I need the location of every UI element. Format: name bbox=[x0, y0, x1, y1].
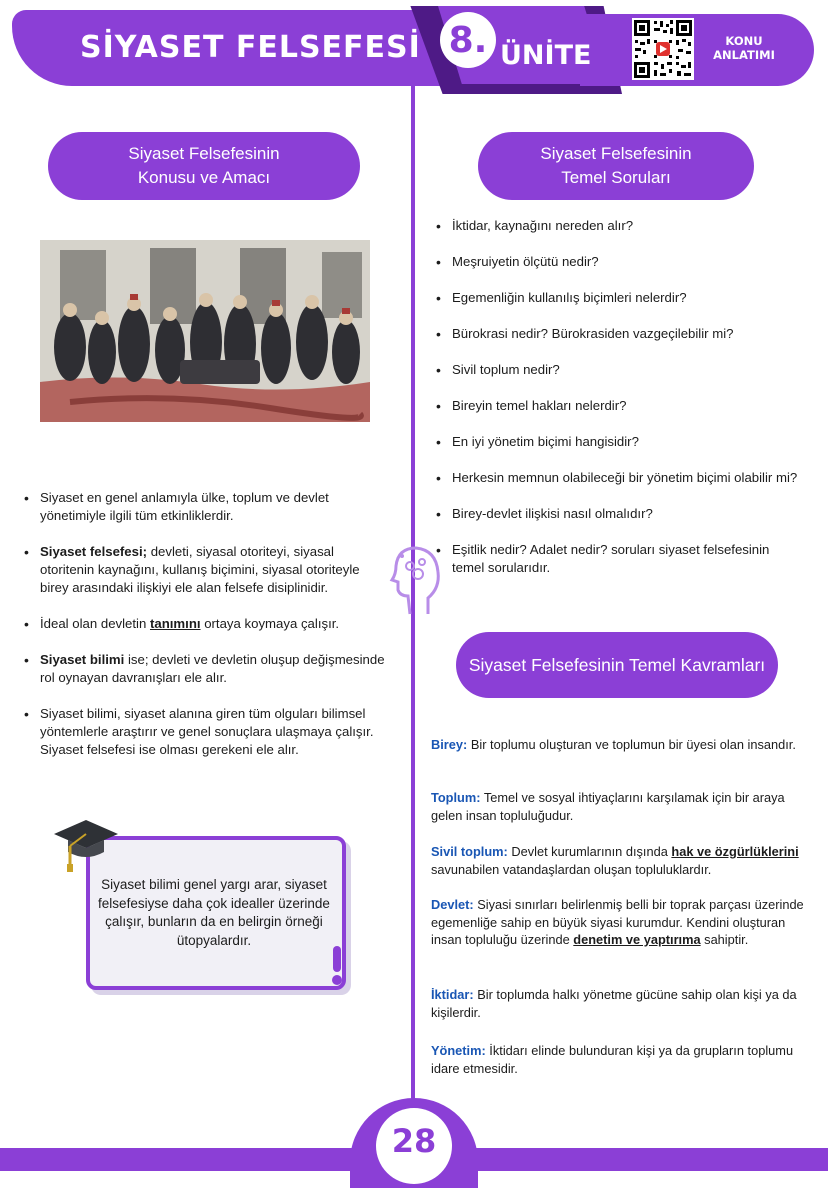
note-text: Siyaset bilimi genel yargı arar, siyaset felsefesiyse daha çok idealler üzerinde çalışır, bunların da en belirgin örneği ütopyalardır. bbox=[98, 877, 330, 948]
list-item: • Siyaset bilimi, siyaset alanına giren tüm olguları bilimsel yöntemlerle araştırır ve genel sonuçlara ulaşmaya çalışır. Siyaset felsefesi ise olması gerekeni ele alır. bbox=[24, 705, 390, 759]
qr-code-icon[interactable] bbox=[632, 18, 694, 80]
graduation-cap-icon bbox=[50, 812, 122, 874]
list-item: • İktidar, kaynağını nereden alır? bbox=[436, 217, 816, 235]
list-item: • Egemenliğin kullanılış biçimleri nelerdir? bbox=[436, 289, 816, 307]
definition-iktidar: İktidar: Bir toplumda halkı yönetme gücüne sahip olan kişi ya da kişilerdir. bbox=[431, 987, 797, 1020]
list-item: • Herkesin memnun olabileceği bir yönetim biçimi olabilir mi? bbox=[436, 469, 816, 487]
list-item: • Eşitlik nedir? Adalet nedir? soruları siyaset felsefesinin temel sorularıdır. bbox=[436, 541, 802, 577]
list-item: • Birey-devlet ilişkisi nasıl olmalıdır? bbox=[436, 505, 816, 523]
list-item: • Bireyin temel hakları nelerdir? bbox=[436, 397, 816, 415]
questions-list bbox=[436, 217, 816, 577]
section-pill-questions: Siyaset Felsefesinin Temel Soruları bbox=[478, 132, 754, 200]
definition-yonetim: Yönetim: İktidarı elinde bulunduran kişi ya da grupların toplumu idare etmesidir. bbox=[431, 1043, 794, 1076]
definition-birey: Birey: Bir toplumu oluşturan ve toplumun bir üyesi olan insandır. bbox=[431, 737, 796, 752]
list-item: • Bürokrasi nedir? Bürokrasiden vazgeçilebilir mi? bbox=[436, 325, 816, 343]
list-item: • Siyaset felsefesi; devleti, siyasal otoriteyi, siyasal otoritenin kaynağını, kullanış biçimini, siyasal otoriteyle birey arasındaki ilişkiyi ele alan felsefe disiplinidir. bbox=[24, 543, 390, 597]
list-item: • Siyaset en genel anlamıyla ülke, toplum ve devlet yönetimiyle ilgili tüm etkinliklerdir. bbox=[24, 489, 390, 525]
list-item: • Siyaset bilimi ise; devleti ve devletin oluşup değişmesinde rol oynayan davranışları ele alır. bbox=[24, 651, 390, 687]
exclamation-icon bbox=[330, 946, 344, 986]
section-pill-concepts: Siyaset Felsefesinin Temel Kavramları bbox=[456, 632, 778, 698]
left-bullet-list bbox=[24, 489, 390, 759]
thinking-head-icon bbox=[388, 540, 442, 618]
list-item: • İdeal olan devletin tanımını ortaya koymaya çalışır. bbox=[24, 615, 390, 633]
definition-sivil-toplum: Sivil toplum: Devlet kurumlarının dışında hak ve özgürlüklerini savunabilen vatandaşlardan oluşan topluluklardır. bbox=[431, 844, 799, 877]
section-pill-subject: Siyaset Felsefesinin Konusu ve Amacı bbox=[48, 132, 360, 200]
list-item: • En iyi yönetim biçimi hangisidir? bbox=[436, 433, 816, 451]
list-item: • Meşruiyetin ölçütü nedir? bbox=[436, 253, 816, 271]
definition-devlet: Devlet: Siyasi sınırları belirlenmiş belli bir toprak parçası üzerinde egemenliğe sahip en büyük siyasi kurumdur. Kendini oluşturan insan topluluğu üzerinde denetim ve yaptırıma sahiptir. bbox=[431, 897, 804, 947]
unit-number: 8. bbox=[440, 12, 496, 68]
page-title: SİYASET FELSEFESİ bbox=[80, 30, 421, 65]
qr-label: KONU ANLATIMI bbox=[713, 34, 775, 62]
unit-label: ÜNİTE bbox=[500, 40, 592, 71]
page-number: 28 bbox=[376, 1108, 452, 1184]
painting-illustration bbox=[30, 232, 378, 428]
list-item: • Sivil toplum nedir? bbox=[436, 361, 816, 379]
definition-toplum: Toplum: Temel ve sosyal ihtiyaçlarını karşılamak için bir araya gelen insan topluluğudur. bbox=[431, 790, 785, 823]
